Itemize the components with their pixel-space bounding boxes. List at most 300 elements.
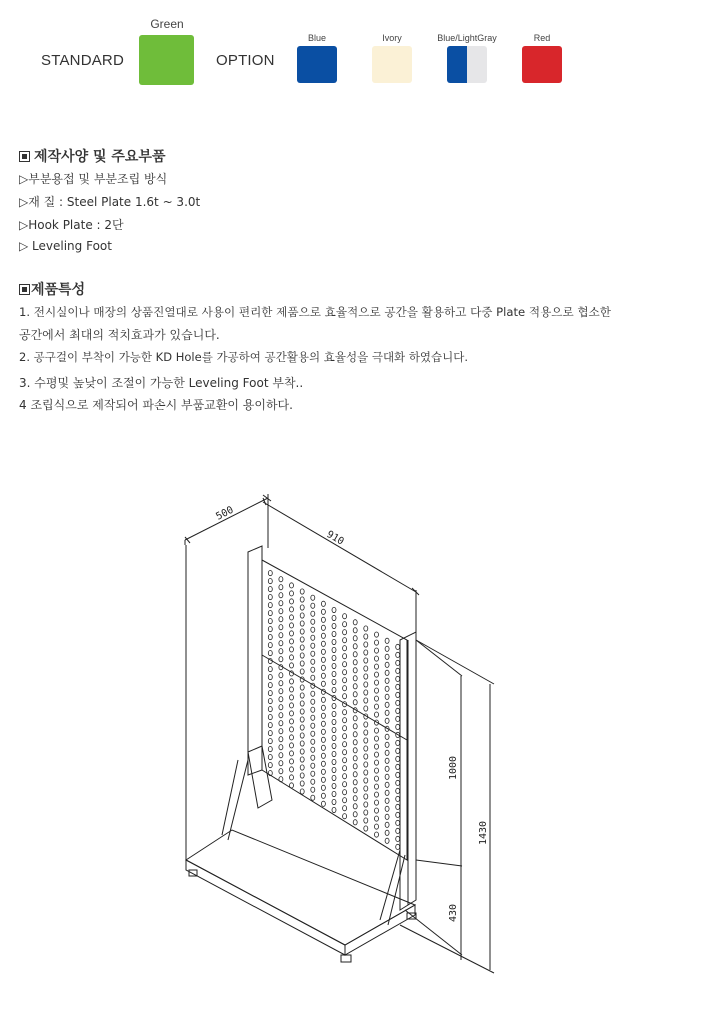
panel-hole (279, 585, 283, 590)
panel-hole (396, 724, 400, 729)
panel-hole (279, 713, 283, 718)
panel-hole (364, 818, 368, 823)
panel-hole (396, 644, 400, 649)
panel-hole (343, 710, 347, 715)
panel-hole (364, 770, 368, 775)
panel-hole (321, 601, 325, 606)
panel-hole (321, 729, 325, 734)
panel-hole (279, 745, 283, 750)
panel-hole (364, 658, 368, 663)
panel-hole (279, 681, 283, 686)
panel-hole (311, 643, 315, 648)
panel-hole (268, 715, 272, 720)
panel-hole (396, 756, 400, 761)
panel-hole (290, 647, 294, 652)
option-caption-blue-lightgray: Blue/LightGray (437, 33, 497, 43)
panel-hole (332, 671, 336, 676)
panel-hole (332, 655, 336, 660)
panel-hole (364, 666, 368, 671)
panel-hole (385, 814, 389, 819)
feature-line: 2. 공구걸이 부착이 가능한 KD Hole를 가공하여 공간활용의 효율성을 극대화 하였습니다. (19, 350, 469, 364)
panel-hole (311, 651, 315, 656)
spec-item: ▷부분용접 및 부분조립 방식 (19, 172, 168, 186)
panel-hole (290, 751, 294, 756)
panel-hole (279, 721, 283, 726)
panel-hole (268, 723, 272, 728)
panel-hole (321, 713, 325, 718)
panel-hole (300, 765, 304, 770)
panel-hole (290, 727, 294, 732)
panel-hole (279, 577, 283, 582)
panel-hole (385, 654, 389, 659)
panel-hole (343, 782, 347, 787)
panel-hole (290, 719, 294, 724)
panel-hole (300, 653, 304, 658)
panel-hole (279, 625, 283, 630)
panel-hole (375, 648, 379, 653)
panel-hole (364, 786, 368, 791)
panel-hole (353, 732, 357, 737)
panel-hole (321, 721, 325, 726)
panel-hole (385, 742, 389, 747)
panel-hole (332, 703, 336, 708)
panel-hole (396, 828, 400, 833)
panel-hole (311, 723, 315, 728)
panel-hole (332, 631, 336, 636)
panel-hole (375, 800, 379, 805)
panel-hole (321, 697, 325, 702)
panel-hole (396, 764, 400, 769)
panel-hole (375, 768, 379, 773)
panel-hole (300, 637, 304, 642)
panel-hole (343, 726, 347, 731)
panel-hole (332, 807, 336, 812)
panel-hole (353, 804, 357, 809)
panel-hole (332, 663, 336, 668)
panel-hole (300, 589, 304, 594)
panel-hole (332, 799, 336, 804)
panel-hole (385, 734, 389, 739)
panel-hole (290, 703, 294, 708)
panel-hole (279, 761, 283, 766)
panel-hole (343, 774, 347, 779)
panel-hole (353, 740, 357, 745)
panel-hole (290, 743, 294, 748)
panel-hole (385, 838, 389, 843)
standard-swatch-caption: Green (150, 17, 184, 31)
panel-hole (279, 729, 283, 734)
panel-hole (332, 735, 336, 740)
panel-hole (268, 651, 272, 656)
panel-hole (343, 734, 347, 739)
panel-hole (332, 775, 336, 780)
panel-hole (311, 715, 315, 720)
panel-hole (396, 668, 400, 673)
panel-hole (321, 753, 325, 758)
panel-hole (364, 794, 368, 799)
panel-hole (343, 646, 347, 651)
panel-hole (385, 822, 389, 827)
panel-hole (321, 745, 325, 750)
panel-hole (364, 674, 368, 679)
panel-hole (332, 639, 336, 644)
panel-hole (332, 679, 336, 684)
panel-hole (343, 806, 347, 811)
panel-hole (290, 583, 294, 588)
panel-hole (396, 652, 400, 657)
panel-hole (321, 777, 325, 782)
panel-hole (364, 810, 368, 815)
panel-hole (353, 684, 357, 689)
standard-label: STANDARD (41, 52, 124, 69)
panel-hole (375, 656, 379, 661)
panel-hole (385, 750, 389, 755)
panel-hole (279, 737, 283, 742)
panel-hole (279, 641, 283, 646)
panel-hole (396, 820, 400, 825)
panel-hole (375, 712, 379, 717)
panel-hole (364, 826, 368, 831)
panel-hole (396, 844, 400, 849)
panel-hole (279, 769, 283, 774)
panel-hole (279, 649, 283, 654)
panel-hole (311, 659, 315, 664)
spec-item: ▷Hook Plate : 2단 (19, 218, 124, 232)
panel-hole (300, 709, 304, 714)
panel-hole (332, 751, 336, 756)
panel-hole (353, 796, 357, 801)
panel-hole (396, 804, 400, 809)
panel-hole (343, 622, 347, 627)
panel-hole (321, 681, 325, 686)
panel-hole (343, 790, 347, 795)
panel-hole (332, 759, 336, 764)
dimension-total-height: 1430 (478, 820, 489, 845)
panel-hole (396, 684, 400, 689)
panel-hole (364, 706, 368, 711)
panel-hole (268, 643, 272, 648)
panel-hole (385, 806, 389, 811)
panel-hole (396, 796, 400, 801)
panel-hole (311, 667, 315, 672)
panel-hole (279, 617, 283, 622)
panel-hole (279, 657, 283, 662)
panel-hole (268, 595, 272, 600)
panel-hole (268, 611, 272, 616)
panel-hole (343, 798, 347, 803)
panel-hole (375, 776, 379, 781)
panel-hole (311, 771, 315, 776)
panel-hole (385, 774, 389, 779)
panel-hole (385, 710, 389, 715)
panel-hole (385, 702, 389, 707)
panel-hole (353, 716, 357, 721)
panel-hole (290, 783, 294, 788)
panel-hole (300, 717, 304, 722)
panel-hole (290, 759, 294, 764)
panel-hole (300, 669, 304, 674)
panel-hole (311, 739, 315, 744)
panel-hole (396, 708, 400, 713)
panel-hole (268, 627, 272, 632)
panel-hole (321, 705, 325, 710)
panel-hole (300, 741, 304, 746)
panel-hole (332, 743, 336, 748)
panel-hole (321, 649, 325, 654)
panel-hole (364, 690, 368, 695)
panel-hole (396, 692, 400, 697)
panel-hole (364, 762, 368, 767)
panel-hole (311, 595, 315, 600)
panel-hole (300, 613, 304, 618)
panel-hole (321, 617, 325, 622)
dimension-depth: 500 (214, 504, 236, 523)
panel-hole (279, 777, 283, 782)
panel-hole (385, 662, 389, 667)
panel-hole (364, 738, 368, 743)
panel-hole (385, 790, 389, 795)
feature-line: 3. 수평및 높낮이 조절이 가능한 Leveling Foot 부착.. (19, 376, 304, 390)
panel-hole (396, 812, 400, 817)
spec-item: ▷재 질 : Steel Plate 1.6t ~ 3.0t (19, 195, 201, 209)
panel-hole (396, 740, 400, 745)
panel-hole (375, 824, 379, 829)
panel-hole (343, 654, 347, 659)
panel-hole (385, 758, 389, 763)
panel-hole (396, 676, 400, 681)
panel-hole (311, 747, 315, 752)
panel-hole (364, 642, 368, 647)
panel-hole (385, 638, 389, 643)
panel-hole (300, 749, 304, 754)
panel-hole (353, 748, 357, 753)
panel-hole (321, 785, 325, 790)
panel-hole (353, 772, 357, 777)
panel-hole (279, 753, 283, 758)
feature-line: 1. 전시실이나 매장의 상품진열대로 사용이 편리한 제품으로 효율적으로 공간을 활용하고 다중 Plate 적용으로 협소한 (19, 305, 611, 319)
panel-hole (385, 782, 389, 787)
panel-hole (268, 635, 272, 640)
panel-hole (396, 836, 400, 841)
panel-hole (343, 638, 347, 643)
dimension-base-height: 430 (448, 903, 459, 922)
panel-hole (353, 628, 357, 633)
panel-hole (332, 727, 336, 732)
panel-hole (279, 633, 283, 638)
panel-hole (290, 775, 294, 780)
panel-hole (385, 694, 389, 699)
panel-hole (375, 680, 379, 685)
spec-title: 제작사양 및 주요부품 (19, 146, 165, 166)
panel-hole (396, 660, 400, 665)
panel-hole (279, 593, 283, 598)
panel-hole (385, 686, 389, 691)
panel-hole (279, 689, 283, 694)
panel-hole (364, 754, 368, 759)
panel-hole (353, 764, 357, 769)
panel-hole (321, 641, 325, 646)
panel-hole (311, 795, 315, 800)
panel-hole (343, 766, 347, 771)
panel-hole (311, 707, 315, 712)
panel-hole (290, 631, 294, 636)
panel-hole (279, 601, 283, 606)
panel-hole (375, 816, 379, 821)
panel-hole (332, 791, 336, 796)
panel-hole (332, 607, 336, 612)
panel-hole (268, 619, 272, 624)
panel-hole (332, 687, 336, 692)
panel-hole (375, 752, 379, 757)
panel-hole (396, 748, 400, 753)
panel-hole (300, 661, 304, 666)
panel-hole (375, 632, 379, 637)
panel-hole (279, 705, 283, 710)
panel-hole (396, 700, 400, 705)
panel-hole (311, 699, 315, 704)
panel-hole (311, 755, 315, 760)
panel-hole (353, 756, 357, 761)
panel-hole (321, 793, 325, 798)
panel-hole (353, 620, 357, 625)
panel-hole (311, 603, 315, 608)
panel-hole (385, 646, 389, 651)
panel-hole (290, 687, 294, 692)
panel-hole (353, 692, 357, 697)
panel-hole (321, 609, 325, 614)
panel-hole (311, 627, 315, 632)
panel-hole (321, 625, 325, 630)
panel-hole (396, 780, 400, 785)
panel-hole (375, 728, 379, 733)
panel-hole (290, 615, 294, 620)
panel-hole (268, 699, 272, 704)
panel-hole (343, 662, 347, 667)
panel-hole (385, 766, 389, 771)
panel-hole (268, 675, 272, 680)
panel-hole (343, 750, 347, 755)
panel-hole (300, 781, 304, 786)
panel-hole (332, 623, 336, 628)
panel-hole (268, 739, 272, 744)
panel-hole (321, 769, 325, 774)
panel-hole (268, 731, 272, 736)
panel-hole (332, 647, 336, 652)
panel-hole (385, 670, 389, 675)
panel-hole (332, 783, 336, 788)
panel-hole (375, 784, 379, 789)
panel-hole (375, 672, 379, 677)
option-caption-red: Red (533, 33, 551, 43)
panel-hole (290, 639, 294, 644)
panel-hole (290, 711, 294, 716)
panel-hole (300, 757, 304, 762)
panel-hole (375, 832, 379, 837)
panel-hole (311, 787, 315, 792)
dimension-panel-height: 1000 (448, 755, 459, 780)
panel-hole (343, 814, 347, 819)
panel-hole (364, 722, 368, 727)
panel-hole (290, 623, 294, 628)
panel-hole (364, 802, 368, 807)
panel-hole (364, 682, 368, 687)
dimension-width: 910 (324, 529, 346, 548)
panel-hole (353, 660, 357, 665)
panel-hole (353, 788, 357, 793)
panel-hole (385, 678, 389, 683)
panel-hole (290, 663, 294, 668)
panel-hole (300, 725, 304, 730)
panel-hole (300, 621, 304, 626)
panel-hole (375, 688, 379, 693)
panel-hole (375, 736, 379, 741)
panel-hole (364, 746, 368, 751)
panel-hole (385, 830, 389, 835)
panel-hole (300, 773, 304, 778)
panel-hole (364, 634, 368, 639)
panel-hole (353, 724, 357, 729)
spec-item: ▷ Leveling Foot (19, 239, 112, 253)
panel-hole (290, 591, 294, 596)
panel-hole (311, 635, 315, 640)
panel-hole (375, 640, 379, 645)
panel-hole (290, 607, 294, 612)
panel-hole (364, 626, 368, 631)
panel-hole (375, 664, 379, 669)
panel-hole (311, 691, 315, 696)
panel-hole (268, 579, 272, 584)
panel-hole (311, 675, 315, 680)
panel-hole (290, 735, 294, 740)
panel-hole (311, 779, 315, 784)
panel-hole (300, 605, 304, 610)
panel-hole (279, 673, 283, 678)
panel-hole (332, 711, 336, 716)
panel-hole (311, 619, 315, 624)
panel-hole (343, 718, 347, 723)
panel-hole (343, 686, 347, 691)
panel-hole (321, 657, 325, 662)
panel-hole (300, 701, 304, 706)
panel-hole (321, 737, 325, 742)
panel-hole (343, 670, 347, 675)
panel-hole (375, 744, 379, 749)
panel-hole (343, 678, 347, 683)
panel-hole (375, 760, 379, 765)
panel-hole (385, 798, 389, 803)
panel-hole (353, 644, 357, 649)
panel-hole (353, 700, 357, 705)
panel-hole (353, 652, 357, 657)
panel-hole (300, 733, 304, 738)
panel-hole (290, 679, 294, 684)
panel-hole (364, 730, 368, 735)
panel-hole (375, 792, 379, 797)
panel-hole-pattern (268, 571, 399, 850)
panel-hole (268, 747, 272, 752)
panel-hole (396, 788, 400, 793)
panel-hole (268, 755, 272, 760)
panel-hole (290, 655, 294, 660)
panel-hole (375, 808, 379, 813)
panel-hole (268, 683, 272, 688)
panel-hole (343, 694, 347, 699)
panel-hole (300, 629, 304, 634)
panel-hole (364, 778, 368, 783)
panel-hole (268, 587, 272, 592)
option-caption-blue: Blue (307, 33, 326, 43)
panel-hole (311, 611, 315, 616)
